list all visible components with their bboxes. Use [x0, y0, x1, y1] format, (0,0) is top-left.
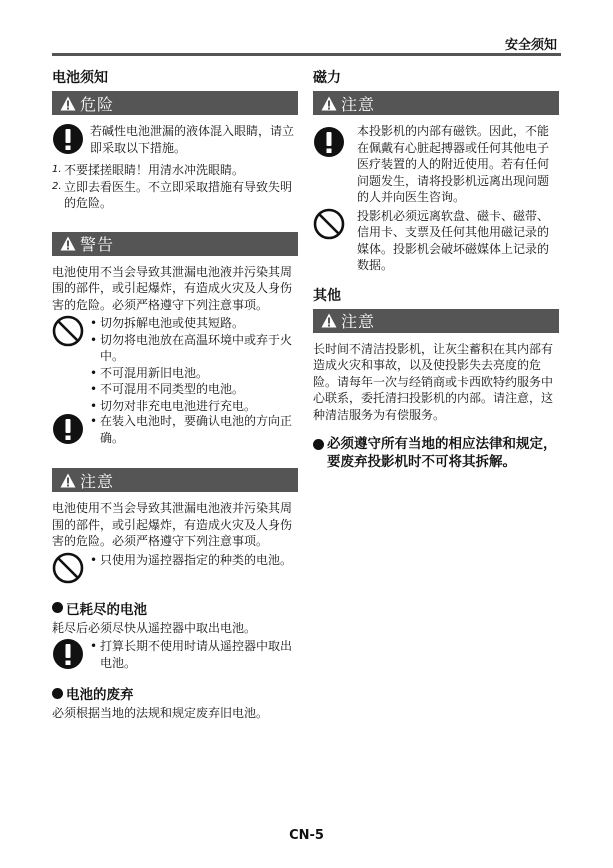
list-item: • 不可混用新旧电池。 — [90, 365, 298, 382]
prohibited-icon — [313, 208, 345, 240]
warning-prohibited-row — [52, 315, 298, 414]
bullet-dot-icon — [313, 439, 324, 450]
list-item: • 只使用为遥控器指定的种类的电池。 — [90, 552, 292, 569]
danger-label: 危险 — [80, 94, 115, 114]
caution-label: 注意 — [80, 471, 115, 491]
warning-label: 警告 — [80, 235, 115, 254]
mandatory-exclamation-icon — [52, 638, 84, 670]
list-item: • 切勿拆解电池或使其短路。 — [90, 315, 298, 332]
other-section-title: 其他 — [313, 287, 341, 304]
bullet-dot-icon — [52, 602, 63, 613]
caution-paragraph: 电池使用不当会导致其泄漏电池液并污染其周围的部件，或引起爆炸，有造成火灾及人身伤害的危险。必须严格遵守下列注意事项。 — [52, 501, 293, 548]
magnet-caution-label: 注意 — [341, 94, 376, 114]
caution-prohibited-row — [52, 552, 298, 584]
list-item: • 在装入电池时，要确认电池的方向正确。 — [90, 413, 298, 446]
danger-eye-row — [52, 123, 298, 156]
warning-triangle-icon — [60, 236, 76, 251]
prohibited-icon — [52, 315, 84, 347]
warning-paragraph: 电池使用不当会导致其泄漏电池液并污染其周围的部件，或引起爆炸，有造成火灾及人身伤害的危险。必须严格遵守下列注意事项。 — [52, 264, 293, 312]
warning-triangle-icon — [60, 96, 76, 111]
battery-section-title: 电池须知 — [52, 70, 108, 86]
left-column — [52, 68, 298, 722]
right-column — [313, 68, 559, 471]
warning-prohibited-list — [90, 315, 298, 414]
warning-triangle-icon — [321, 313, 337, 328]
exhausted-battery-heading: 已耗尽的电池 — [52, 598, 298, 618]
exhausted-mandatory-list — [90, 638, 298, 671]
warning-triangle-icon — [60, 473, 76, 488]
list-item: • 切勿对非充电电池进行充电。 — [90, 398, 298, 415]
list-item: • 打算长期不使用时请从遥控器中取出电池。 — [90, 638, 298, 671]
danger-banner — [52, 91, 298, 115]
magnet-mandatory-row — [313, 123, 559, 206]
warning-mandatory-row — [52, 413, 298, 446]
exhausted-battery-text: 耗尽后必须尽快从遥控器中取出电池。 — [52, 620, 257, 635]
warning-mandatory-list — [90, 413, 298, 446]
magnet-pacemaker-text: 本投影机的内部有磁铁。因此，不能在佩戴有心脏起搏器或任何其他电子医疗装置的人的附近使用。若有任何问题发生，请将投影机远离出现问题的人并向医生咨询。 — [357, 124, 550, 204]
caution-banner — [52, 468, 298, 492]
list-item: 1. 不要揉搓眼睛！用清水冲洗眼睛。 — [52, 163, 245, 177]
magnet-prohibited-row — [313, 208, 559, 274]
law-compliance-note: 必须遵守所有当地的相应法律和规定，要废弃投影机时不可将其拆解。 — [313, 435, 559, 471]
warning-banner — [52, 232, 298, 256]
page-header-title: 安全须知 — [504, 38, 557, 53]
list-item: 2. 立即去看医生。不立即采取措施有导致失明的危险。 — [52, 179, 293, 210]
magnet-section-title: 磁力 — [313, 70, 341, 86]
battery-disposal-text: 必须根据当地的法规和规定废弃旧电池。 — [52, 706, 269, 720]
cleaning-paragraph: 长时间不清洁投影机，让灰尘蓄积在其内部有造成火灾和事故，以及使投影失去亮度的危险。请每年一次与经销商或卡西欧特约服务中心联系，委托清扫投影机的内部。请注意，这种清洁服务为有偿服务。 — [313, 341, 554, 422]
other-caution-label: 注意 — [341, 312, 376, 331]
battery-disposal-heading: 电池的废弃 — [52, 683, 298, 703]
other-caution-banner — [313, 309, 559, 333]
danger-eye-text: 若碱性电池泄漏的液体混入眼睛，请立即采取以下措施。 — [90, 124, 295, 155]
list-item: • 切勿将电池放在高温环境中或弃于火中。 — [90, 332, 298, 365]
mandatory-exclamation-icon — [313, 126, 345, 158]
magnet-caution-banner — [313, 91, 559, 115]
bullet-dot-icon — [52, 688, 63, 699]
caution-prohibited-list — [90, 552, 292, 569]
exhausted-mandatory-row — [52, 638, 298, 671]
mandatory-exclamation-icon — [52, 123, 84, 155]
magnet-media-text: 投影机必须远离软盘、磁卡、磁带、信用卡、支票及任何其他用磁记录的媒体。投影机会破坏磁媒体上记录的数据。 — [357, 208, 550, 272]
warning-triangle-icon — [321, 96, 337, 111]
danger-steps-list — [52, 162, 298, 212]
prohibited-icon — [52, 552, 84, 584]
header-rule — [52, 53, 561, 56]
mandatory-exclamation-icon — [52, 413, 84, 445]
list-item: • 不可混用不同类型的电池。 — [90, 381, 298, 398]
page-number: CN-5 — [289, 828, 324, 843]
